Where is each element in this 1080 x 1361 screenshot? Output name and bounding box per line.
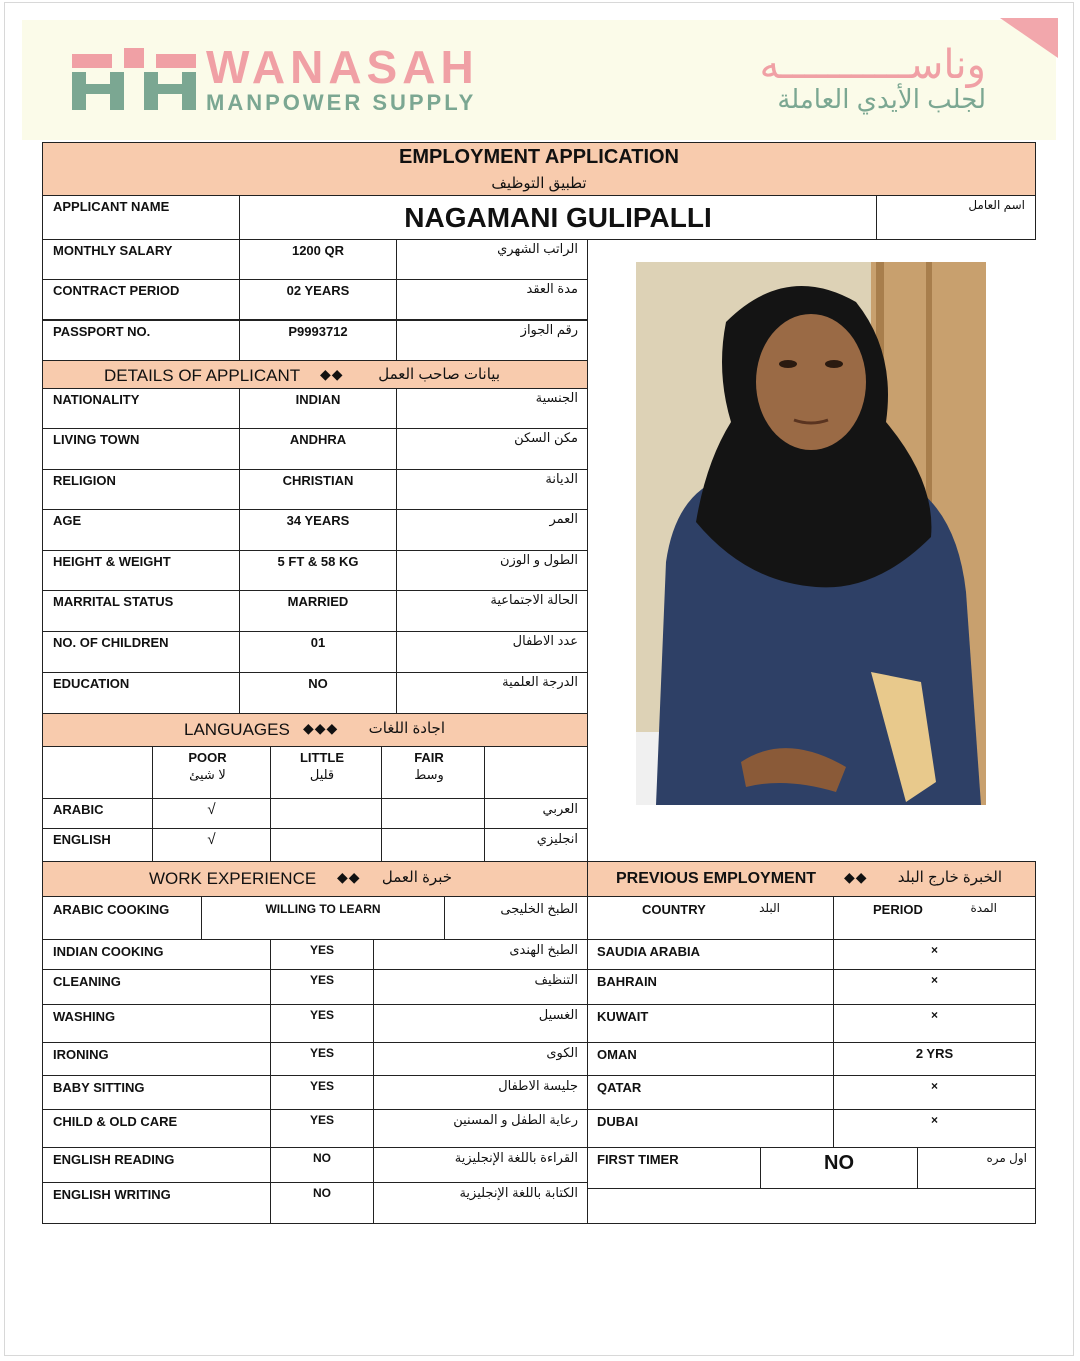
detail-label: AGE	[53, 513, 82, 528]
work-label-arabic: الكتابة باللغة الإنجليزية	[459, 1185, 578, 1200]
first-timer-arabic: اول مره	[986, 1151, 1027, 1165]
lang-row-cell	[381, 798, 485, 829]
work-label-arabic: القراءة باللغة الإنجليزية	[454, 1150, 578, 1165]
lang-level-arabic: وسط	[414, 767, 444, 782]
form-title: EMPLOYMENT APPLICATION	[399, 146, 679, 168]
detail-label: NO. OF CHILDREN	[53, 635, 169, 650]
work-value: YES	[309, 1046, 334, 1060]
lang-label-arabic: انجليزي	[536, 831, 578, 846]
row-value: P9993712	[288, 324, 348, 339]
work-label: IRONING	[53, 1047, 109, 1062]
prev-period: ×	[930, 1079, 938, 1093]
detail-label: EDUCATION	[53, 676, 130, 691]
detail-label: RELIGION	[53, 473, 116, 488]
first-timer-value: NO	[824, 1152, 854, 1174]
work-label: BABY SITTING	[53, 1080, 145, 1095]
lang-level-label: POOR	[188, 750, 227, 765]
prev-period: ×	[930, 943, 938, 957]
detail-value: 01	[310, 635, 326, 650]
detail-label-arabic: العمر	[549, 511, 578, 526]
detail-label-arabic: الجنسية	[535, 390, 578, 405]
detail-value: 5 FT & 58 KG	[277, 554, 359, 569]
work-value: YES	[309, 1008, 334, 1022]
work-label-arabic: الطبخ الخليجى	[500, 901, 578, 916]
work-label-arabic: الكوى	[546, 1045, 578, 1060]
brand-name-arabic: وناســـــــــــه	[759, 43, 986, 87]
work-title-arabic: خبرة العمل	[381, 869, 452, 886]
form-title-arabic: تطبيق التوظيف	[491, 175, 587, 192]
details-title-arabic: بيانات صاحب العمل	[378, 366, 500, 383]
work-label: ENGLISH WRITING	[53, 1187, 171, 1202]
work-value: YES	[309, 1113, 334, 1127]
details-title: DETAILS OF APPLICANT	[104, 366, 301, 385]
check-icon: √	[207, 831, 216, 848]
row-label-arabic: مدة العقد	[526, 281, 578, 296]
work-label-arabic: الغسيل	[538, 1007, 578, 1022]
work-label: CHILD & OLD CARE	[53, 1114, 178, 1129]
lang-label: ARABIC	[53, 802, 104, 817]
applicant-label: APPLICANT NAME	[53, 199, 170, 214]
work-value: YES	[309, 973, 334, 987]
previous-title-arabic: الخبرة خارج البلد	[897, 869, 1002, 886]
prev-country: KUWAIT	[597, 1009, 649, 1024]
row-label: MONTHLY SALARY	[53, 243, 173, 258]
applicant-name: NAGAMANI GULIPALLI	[404, 202, 712, 233]
lang-row-cell	[270, 828, 382, 862]
detail-label-arabic: الطول و الوزن	[499, 552, 578, 567]
prev-period: ×	[930, 973, 938, 987]
work-label: ENGLISH READING	[53, 1152, 175, 1167]
applicant-photo	[636, 262, 986, 805]
row-label-arabic: الراتب الشهري	[497, 241, 578, 256]
detail-value: ANDHRA	[289, 432, 347, 447]
diamond-icon: ◆◆	[320, 366, 344, 382]
lang-level-label: LITTLE	[299, 750, 345, 765]
detail-label-arabic: عدد الاطفال	[512, 633, 578, 648]
prev-period: ×	[930, 1008, 938, 1022]
detail-label-arabic: الدرجة العلمية	[502, 674, 578, 689]
row-label: PASSPORT NO.	[53, 324, 151, 339]
diamond-icon: ◆◆	[337, 869, 361, 885]
work-label: WASHING	[53, 1009, 116, 1024]
work-label-arabic: جليسة الاطفال	[498, 1078, 578, 1093]
logo-icon	[72, 48, 196, 110]
first-timer-label: FIRST TIMER	[597, 1152, 679, 1167]
detail-label-arabic: مكن السكن	[514, 430, 578, 445]
prev-period-header-arabic: المدة	[970, 901, 997, 915]
prev-period: 2 YRS	[915, 1046, 954, 1061]
work-label: CLEANING	[53, 974, 121, 989]
diamond-icon: ◆◆	[844, 869, 868, 885]
previous-title: PREVIOUS EMPLOYMENT	[616, 870, 817, 887]
languages-title-arabic: اجادة اللغات	[368, 720, 445, 737]
prev-country-header: COUNTRY	[642, 902, 706, 917]
work-label-arabic: التنظيف	[534, 972, 578, 987]
row-label: CONTRACT PERIOD	[53, 283, 180, 298]
brand-name: WANASAH	[206, 41, 479, 93]
work-value: WILLING TO LEARN	[265, 902, 381, 916]
detail-value: NO	[308, 676, 328, 691]
work-value: NO	[313, 1186, 331, 1200]
lang-label: ENGLISH	[53, 832, 111, 847]
lang-row-cell	[381, 828, 485, 862]
prev-country: QATAR	[597, 1080, 642, 1095]
work-label: ARABIC COOKING	[53, 902, 170, 917]
row-label-arabic: رقم الجواز	[520, 322, 578, 337]
lang-level-label: FAIR	[414, 750, 444, 765]
prev-country: BAHRAIN	[597, 974, 657, 989]
check-icon: √	[207, 801, 216, 818]
lang-header-cell	[42, 746, 153, 799]
work-value: NO	[313, 1151, 331, 1165]
applicant-label-arabic: اسم العامل	[968, 198, 1025, 212]
detail-label-arabic: الحالة الاجتماعية	[490, 592, 578, 607]
diamond-icon: ◆◆◆	[303, 720, 339, 736]
detail-value: INDIAN	[295, 392, 341, 407]
lang-label-arabic: العربي	[542, 801, 578, 816]
lang-level-arabic: لا شيئ	[189, 767, 226, 782]
work-value: YES	[309, 1079, 334, 1093]
detail-label: HEIGHT & WEIGHT	[53, 554, 171, 569]
prev-empty-cell	[587, 1188, 1036, 1224]
work-value: YES	[309, 943, 334, 957]
work-label: INDIAN COOKING	[53, 944, 164, 959]
prev-country-header-cell	[587, 896, 834, 940]
languages-title: LANGUAGES	[184, 720, 290, 739]
detail-value: MARRIED	[287, 594, 349, 609]
prev-period-header: PERIOD	[873, 902, 923, 917]
detail-value: 34 YEARS	[286, 513, 350, 528]
prev-period: ×	[930, 1113, 938, 1127]
prev-period-header-cell	[833, 896, 1036, 940]
detail-label: LIVING TOWN	[53, 432, 140, 447]
lang-header-cell	[484, 746, 588, 799]
row-value: 02 YEARS	[286, 283, 350, 298]
prev-country: DUBAI	[597, 1114, 639, 1129]
work-label-arabic: رعاية الطفل و المسنين	[453, 1112, 578, 1127]
detail-label-arabic: الديانة	[545, 471, 578, 486]
prev-country: OMAN	[597, 1047, 637, 1062]
work-title: WORK EXPERIENCE	[149, 869, 317, 888]
prev-country: SAUDIA ARABIA	[597, 944, 701, 959]
work-label-arabic: الطبخ الهندى	[509, 942, 578, 957]
lang-row-cell	[270, 798, 382, 829]
detail-label: NATIONALITY	[53, 392, 140, 407]
detail-value: CHRISTIAN	[282, 473, 354, 488]
brand-subtitle: MANPOWER SUPPLY	[206, 90, 477, 115]
detail-label: MARRITAL STATUS	[53, 594, 174, 609]
row-value: 1200 QR	[291, 243, 345, 258]
prev-country-header-arabic: البلد	[759, 901, 780, 915]
lang-level-arabic: قليل	[309, 767, 335, 782]
brand-subtitle-arabic: لجلب الأيدي العاملة	[777, 84, 986, 114]
